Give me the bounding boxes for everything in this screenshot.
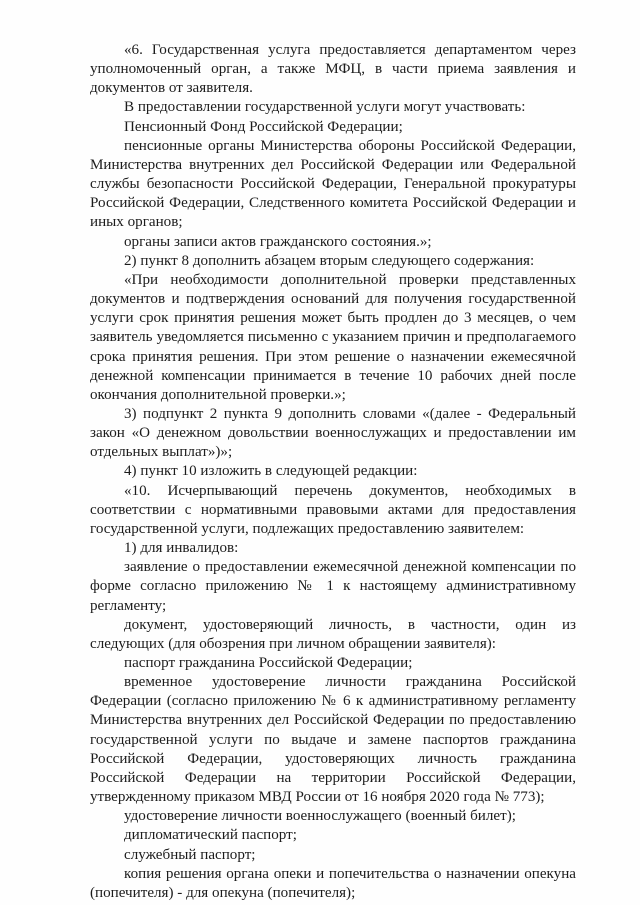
paragraph-application: заявление о предоставлении ежемесячной денежной компенсации по форме согласно приложению № 1 к настоящему административному регламенту; xyxy=(90,559,576,614)
paragraph-temporary-id: временное удостоверение личности гражданина Российской Федерации (согласно приложению № 6 к административному регламенту Министерства внутренних дел Российской Федерации по предоставлению государственной услуги по выдаче и замене паспортов гражданина Российской Федерации, удостоверяющих личность гражданина Российской Федерации на территории Российской Федерации, утвержденному приказом МВД России от 16 ноября 2020 года № 773); xyxy=(90,674,576,806)
paragraph-participants-intro: В предоставлении государственной услуги могут участвовать: xyxy=(124,99,526,116)
paragraph-civil-registry: органы записи актов гражданского состояния.»; xyxy=(124,233,432,250)
paragraph-amend-item-9: 3) подпункт 2 пункта 9 дополнить словами «(далее - Федеральный закон «О денежном довольствии военнослужащих и предоставлении им отдельных выплат»)»; xyxy=(90,405,576,461)
paragraph-military-id: удостоверение личности военнослужащего (военный билет); xyxy=(124,808,516,825)
paragraph-amend-item-8: 2) пункт 8 дополнить абзацем вторым следующего содержания: xyxy=(124,252,535,269)
paragraph-service-passport: служебный паспорт; xyxy=(124,846,256,863)
paragraph-passport: паспорт гражданина Российской Федерации; xyxy=(124,655,413,671)
paragraph-identity-document: документ, удостоверяющий личность, в частности, один из следующих (для обозрения при личном обращении заявителя): xyxy=(90,616,576,652)
paragraph-item-6: «6. Государственная услуга предоставляется департаментом через уполномоченный орган, а также МФЦ, в части приема заявления и документов от заявителя. xyxy=(90,42,576,97)
paragraph-guardianship: копия решения органа опеки и попечительства о назначении опекуна (попечителя) - для опекуна (попечителя); xyxy=(90,865,576,901)
paragraph-pension-fund: Пенсионный Фонд Российской Федерации; xyxy=(124,118,403,135)
paragraph-for-disabled: 1) для инвалидов: xyxy=(124,540,239,557)
paragraph-additional-check: «При необходимости дополнительной проверки представленных документов и подтверждения оснований для получения государственной услуги срок принятия решения может быть продлен до 3 месяцев, о чем заявитель уведомляется письменно с указанием причин и предполагаемого срока принятия решения. При этом решение о назначении ежемесячной денежной компенсации принимается в течение 10 рабочих дней после окончания дополнительной проверки.»; xyxy=(90,271,576,403)
paragraph-diplomatic-passport: дипломатический паспорт; xyxy=(124,827,297,844)
paragraph-item-10: «10. Исчерпывающий перечень документов, необходимых в соответствии с нормативными правовыми актами для предоставления государственной услуги, подлежащих предоставлению заявителем: xyxy=(90,482,576,537)
document-body xyxy=(90,41,576,903)
paragraph-amend-item-10: 4) пункт 10 изложить в следующей редакции: xyxy=(124,463,418,480)
paragraph-pension-bodies: пенсионные органы Министерства обороны Российской Федерации, Министерства внутренних дел Российской Федерации или Федеральной службы безопасности Российской Федерации, Генеральной прокуратуры Российской Федерации, Следственного комитета Российской Федерации и иных органов; xyxy=(90,137,576,231)
